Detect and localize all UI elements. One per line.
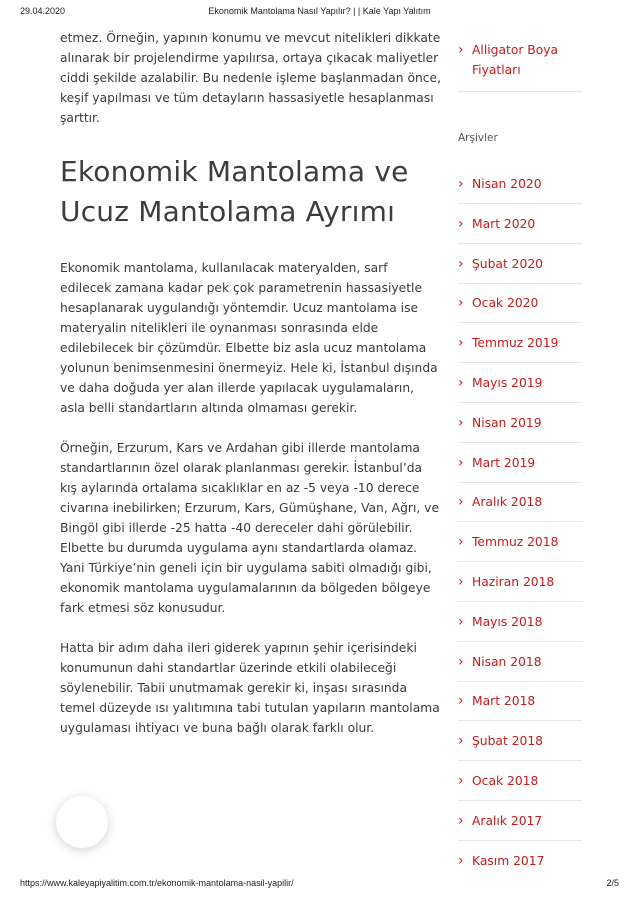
print-page-title: Ekonomik Mantolama Nasıl Yapılır? | | Kale Yapı Yalıtım — [208, 6, 431, 16]
archive-link-label: Nisan 2020 — [472, 177, 542, 191]
divider — [458, 402, 582, 403]
archive-link-label: Nisan 2019 — [472, 416, 542, 430]
archive-link[interactable] — [458, 652, 542, 672]
archive-link-label: Aralık 2018 — [472, 495, 543, 509]
divider — [458, 800, 582, 801]
archive-link[interactable] — [458, 453, 535, 473]
intro-paragraph: etmez. Örneğin, yapının konumu ve mevcut nitelikleri dikkate alınarak bir projelendirme yapılırsa, ortaya çıkacak maliyetler ciddi şekilde azalabilir. Bu nedenle işleme başlanmadan önce, keşif yapılması ve tüm detayların hassasiyetle hesaplanması şarttır. — [60, 31, 442, 125]
chevron-right-icon: › — [458, 773, 464, 789]
archive-link[interactable] — [458, 174, 542, 194]
archive-link[interactable] — [458, 214, 535, 234]
divider — [458, 641, 582, 642]
archive-link[interactable] — [458, 492, 542, 512]
chevron-right-icon: › — [458, 375, 464, 391]
archive-link[interactable] — [458, 333, 558, 353]
sidebar-link-alligator[interactable] — [458, 40, 582, 80]
archive-link-label: Temmuz 2019 — [472, 336, 559, 350]
archive-link[interactable] — [458, 612, 542, 632]
divider — [458, 482, 582, 483]
chevron-right-icon: › — [458, 256, 464, 272]
archive-link[interactable] — [458, 293, 538, 313]
archive-link[interactable] — [458, 851, 544, 871]
archive-link-label: Şubat 2018 — [472, 734, 543, 748]
archives-title: Arşivler — [458, 132, 498, 144]
article-paragraph: Ekonomik mantolama, kullanılacak materyalden, sarf edilecek zamana kadar pek çok parametrenin hassasiyetle hesaplanarak uygulandığı yöntemdir. Ucuz mantolama ise materyalin nitelikleri ile oynanması sonrasında elde edilebilecek bir çözümdür. Elbette biz asla ucuz mantolama yolunun benimsenmesini önermeyiz. Hele ki, İstanbul dışında ve daha doğuda yer alan illerde yapılacak uygulamaların, asla belli standartların altında olmaması gerekir. — [60, 261, 438, 415]
chevron-right-icon: › — [458, 42, 464, 58]
divider — [458, 243, 582, 244]
chevron-right-icon: › — [458, 494, 464, 510]
archive-link-label: Aralık 2017 — [472, 814, 543, 828]
archive-link-label: Ocak 2020 — [472, 296, 539, 310]
article-content — [60, 28, 442, 758]
chevron-right-icon: › — [458, 295, 464, 311]
archive-link-label: Temmuz 2018 — [472, 535, 559, 549]
print-footer — [0, 878, 639, 890]
archive-link[interactable] — [458, 254, 543, 274]
archive-link[interactable] — [458, 572, 554, 592]
divider — [458, 561, 582, 562]
chevron-right-icon: › — [458, 574, 464, 590]
print-url: https://www.kaleyapiyalitim.com.tr/ekonomik-mantolama-nasil-yapilir/ — [20, 878, 294, 888]
archive-link-label: Nisan 2018 — [472, 655, 542, 669]
archive-link-label: Kasım 2017 — [472, 854, 545, 868]
chevron-right-icon: › — [458, 534, 464, 550]
print-page-number: 2/5 — [606, 878, 619, 888]
archive-link[interactable] — [458, 373, 542, 393]
archive-link-label: Haziran 2018 — [472, 575, 555, 589]
archive-link-label: Mayıs 2018 — [472, 615, 543, 629]
chevron-right-icon: › — [458, 216, 464, 232]
divider — [458, 760, 582, 761]
divider — [458, 601, 582, 602]
sidebar-link-label: Alligator Boya Fiyatları — [472, 43, 559, 77]
divider — [458, 203, 582, 204]
archive-link-label: Ocak 2018 — [472, 774, 539, 788]
divider — [458, 681, 582, 682]
divider — [458, 521, 582, 522]
archive-link[interactable] — [458, 811, 542, 831]
divider — [458, 91, 582, 92]
divider — [458, 322, 582, 323]
chevron-right-icon: › — [458, 335, 464, 351]
divider — [458, 442, 582, 443]
archive-link[interactable] — [458, 731, 543, 751]
chevron-right-icon: › — [458, 693, 464, 709]
print-header — [0, 6, 639, 18]
chevron-right-icon: › — [458, 733, 464, 749]
article-paragraph: Hatta bir adım daha ileri giderek yapının şehir içerisindeki konumunun dahi standartlar üzerinde etkili olabileceği söylenebilir. Tabii unutmamak gerekir ki, inşası sırasında temel düzeyde ısı yalıtımına tabi tutulan yapıların mantolama uygulaması ihtiyacı ve buna bağlı olarak farklı olur. — [60, 641, 440, 735]
divider — [458, 362, 582, 363]
archive-link-label: Mart 2020 — [472, 217, 536, 231]
divider — [458, 840, 582, 841]
chevron-right-icon: › — [458, 654, 464, 670]
article-paragraph: Örneğin, Erzurum, Kars ve Ardahan gibi illerde mantolama standartlarının özel olarak planlanması gerekir. İstanbul’da kış aylarında ortalama sıcaklıklar en az -5 veya -10 derece civarına inebilirken; Erzurum, Kars, Gümüşhane, Van, Ağrı, ve Bingöl gibi illerde -25 hatta -40 dereceler dahi görülebilir. Elbette bu durumda uygulama aynı standartlarda olamaz. Yani Türkiye’nin geneli için bir uygulama sabiti olmadığı gibi, ekonomik mantolama uygulamalarının da bölgeden bölgeye fark etmesi söz konusudur. — [60, 441, 440, 615]
print-date: 29.04.2020 — [20, 6, 66, 16]
archive-link-label: Şubat 2020 — [472, 257, 543, 271]
section-heading: Ekonomik Mantolama ve Ucuz Mantolama Ayrımı — [60, 155, 409, 228]
chevron-right-icon: › — [458, 415, 464, 431]
floating-action-button[interactable] — [56, 796, 108, 848]
divider — [458, 283, 582, 284]
divider — [458, 720, 582, 721]
chevron-right-icon: › — [458, 176, 464, 192]
archive-link[interactable] — [458, 413, 542, 433]
chevron-right-icon: › — [458, 813, 464, 829]
archive-link-label: Mart 2019 — [472, 456, 536, 470]
archive-link-label: Mayıs 2019 — [472, 376, 543, 390]
chevron-right-icon: › — [458, 853, 464, 869]
archive-link[interactable] — [458, 771, 538, 791]
chevron-right-icon: › — [458, 455, 464, 471]
archive-link-label: Mart 2018 — [472, 694, 536, 708]
archive-link[interactable] — [458, 532, 558, 552]
chevron-right-icon: › — [458, 614, 464, 630]
archive-link[interactable] — [458, 691, 535, 711]
